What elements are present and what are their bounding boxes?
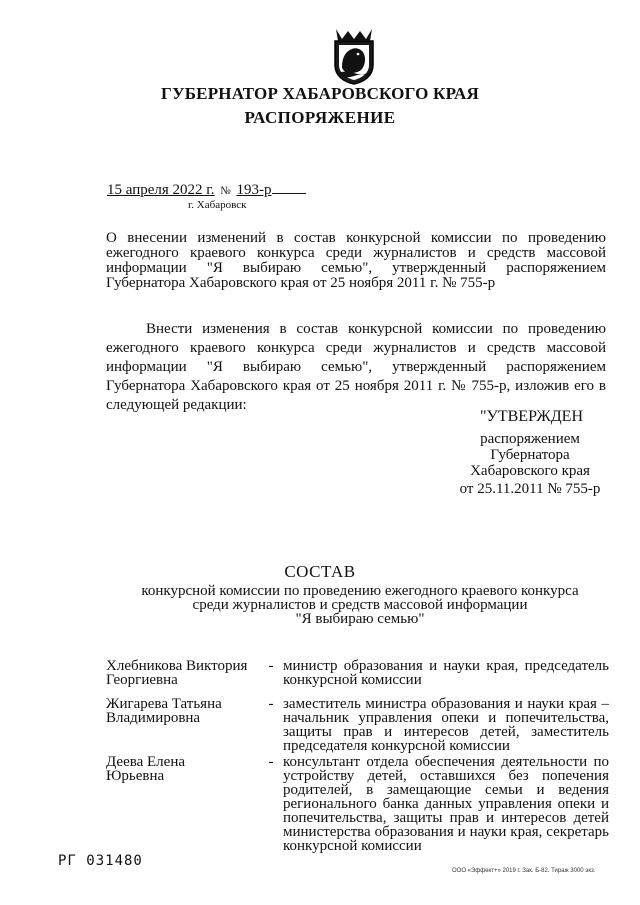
member-surname-name: Хлебникова Виктория [106,658,248,674]
member-dash: - [268,696,274,712]
approved-line-4: от 25.11.2011 № 755-р [459,481,601,497]
member-role: министр образования и науки края, председатель конкурсной комиссии [283,658,609,688]
subtitle-line-3: "Я выбираю семью" [295,611,425,627]
composition-title: СОСТАВ [284,562,356,581]
serial-number: РГ 031480 [58,853,143,869]
member-surname-name: Жигарева Татьяна [106,696,222,712]
document-date: 15 апреля 2022 г. [107,182,215,198]
member-role: заместитель министра образования и науки края – начальник управления опеки и попечительства, защиты прав и интересов детей, заместитель председателя конкурсной комиссии [283,696,609,754]
member-role: консультант отдела обеспечения деятельности по устройству детей, оставшихся без попечения родителей, в замещающие семьи и ведения регионального банка данных управления опеки и попечительства, защиты прав и интересов детей министерства образования и науки края, секретарь конкурсной комиссии [283,754,609,854]
approved-title: "УТВЕРЖДЕН [480,408,583,425]
composition-subtitle [120,584,600,626]
number-sign: № [220,185,231,197]
document-subject: О внесении изменений в состав конкурсной комиссии по проведению ежегодного краевого конкурса среди журналистов и средств массовой информации "Я выбираю семью", утвержденный распоряжением Губернатора Хабаровского края от 25 ноября 2011 г. № 755-р [106,230,606,291]
coat-of-arms-emblem [332,27,376,85]
member-patronymic: Георгиевна [106,672,178,688]
subtitle-line-2: среди журналистов и средств массовой информации [192,597,528,613]
document-type-heading: РАСПОРЯЖЕНИЕ [244,108,396,127]
subtitle-line-1: конкурсной комиссии по проведению ежегодного краевого конкурса [141,583,579,599]
city-name: г. Хабаровск [188,199,247,211]
approval-stamp-block [450,409,610,497]
approved-line-1: распоряжением [480,431,580,447]
member-surname-name: Деева Елена [106,754,186,770]
authority-heading: ГУБЕРНАТОР ХАБАРОВСКОГО КРАЯ [161,84,479,103]
member-name [106,755,261,783]
member-name [106,697,261,725]
member-name [106,659,261,687]
number-underline [272,181,306,194]
approved-line-2: Губернатора [490,447,570,463]
member-dash: - [268,658,274,674]
member-patronymic: Владимировна [106,710,201,726]
document-number: 193-р [236,182,272,198]
main-body-text: Внести изменения в состав конкурсной комиссии по проведению ежегодного краевого конкурса среди журналистов и средств массовой информации "Я выбираю семью", утвержденный распоряжением Губернатора Хабаровского края от 25 ноября 2011 г. № 755-р, изложив его в следующей редакции: [106,321,606,413]
printer-note: ООО «Эффект+» 2019 г. Зак. Б-82. Тираж 3000 экз. [452,868,596,874]
member-patronymic: Юрьевна [106,768,165,784]
registration-line [107,181,306,199]
approved-line-3: Хабаровского края [470,463,590,479]
member-dash: - [268,754,274,770]
